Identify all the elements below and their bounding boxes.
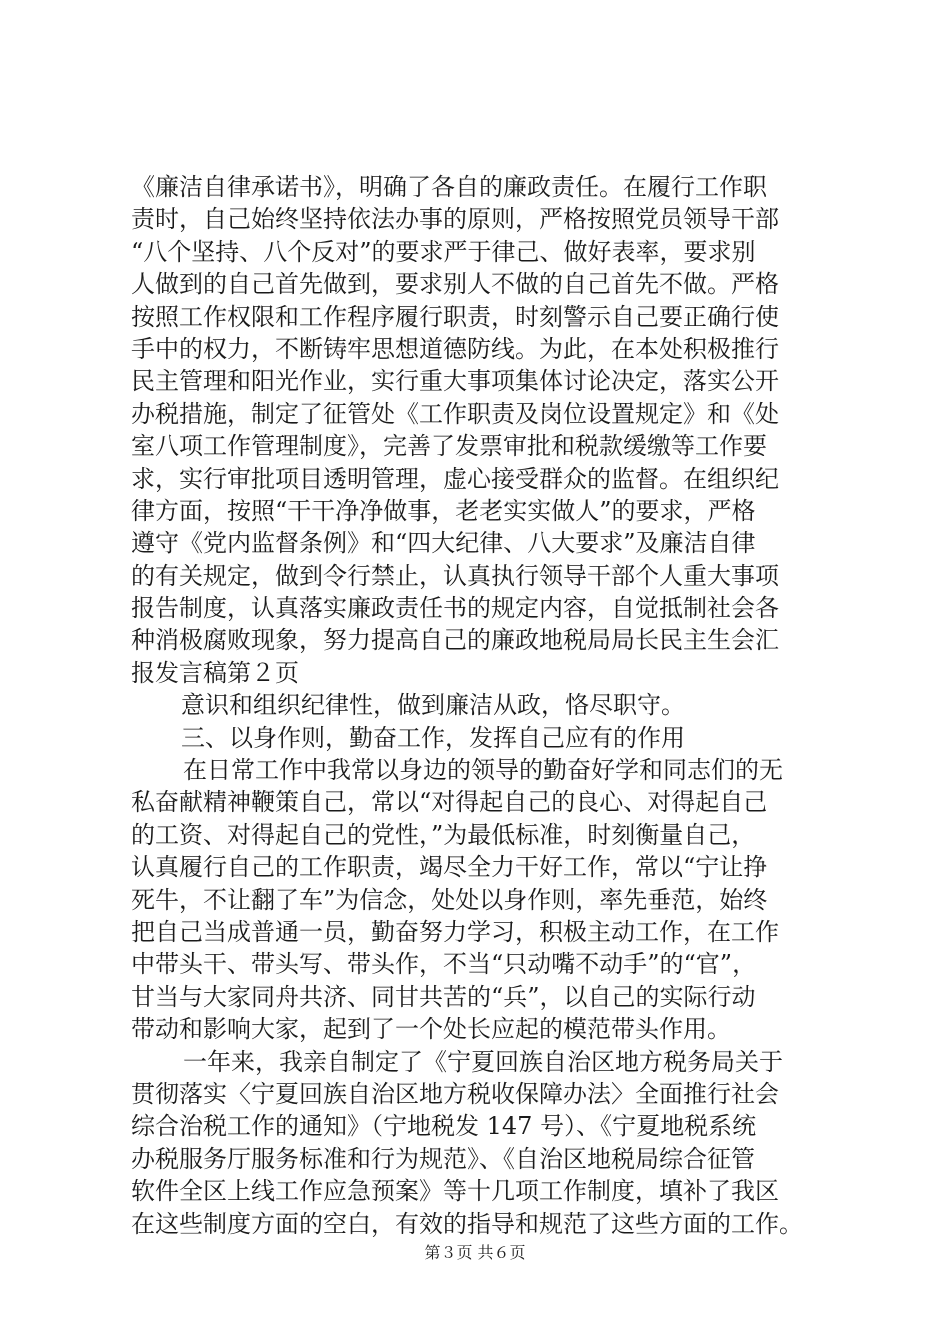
text-line: 贯彻落实〈宁夏回族自治区地方税收保障办法〉全面推行社会 [131,1079,779,1108]
text-line: 报告制度，认真落实廉政责任书的规定内容，自觉抵制社会各 [131,594,779,623]
text-line: 甘当与大家同舟共济、同甘共苦的“兵”，以自己的实际行动 [131,982,756,1011]
text-line: 的有关规定，做到令行禁止，认真执行领导干部个人重大事项 [131,561,779,590]
text-line: 律方面，按照“干干净净做事，老老实实做人”的要求，严格 [131,496,756,525]
text-line: 办税服务厅服务标准和行为规范》、《自治区地税局综合征管 [131,1144,755,1173]
text-line: 责时，自己始终坚持依法办事的原则，严格按照党员领导干部 [131,205,779,234]
text-line: 一年来，我亲自制定了《宁夏回族自治区地方税务局关于 [183,1047,783,1076]
text-line: 的工资、对得起自己的党性，”为最低标准，时刻衡量自己， [131,820,756,849]
text-line: 室八项工作管理制度》，完善了发票审批和税款缓缴等工作要 [131,432,767,461]
text-line: 三、以身作则，勤奋工作，发挥自己应有的作用 [181,723,685,752]
text-line: 办税措施，制定了征管处《工作职责及岗位设置规定》和《处 [131,399,779,428]
text-line: 报发言稿第２页 [131,658,299,687]
text-line: 综合治税工作的通知》（宁地税发 147 号）、《宁夏地税系统 [131,1112,757,1141]
text-line: 在日常工作中我常以身边的领导的勤奋好学和同志们的无 [183,756,783,785]
text-line: 意识和组织纪律性，做到廉洁从政，恪尽职守。 [181,691,685,720]
text-line: 民主管理和阳光作业，实行重大事项集体讨论决定，落实公开 [131,367,779,396]
document-body [131,171,831,1240]
text-line: 认真履行自己的工作职责，竭尽全力干好工作，常以“宁让挣 [131,853,768,882]
text-line: 软件全区上线工作应急预案》等十几项工作制度，填补了我区 [131,1177,779,1206]
text-line: 按照工作权限和工作程序履行职责，时刻警示自己要正确行使 [131,302,779,331]
text-line: 手中的权力，不断铸牢思想道德防线。为此，在本处积极推行 [131,334,779,363]
text-line: 求，实行审批项目透明管理，虚心接受群众的监督。在组织纪 [131,464,779,493]
page-footer: 第３页 共６页 [424,1243,526,1262]
text-line: 人做到的自己首先做到，要求别人不做的自己首先不做。严格 [131,270,779,299]
text-line: 在这些制度方面的空白，有效的指导和规范了这些方面的工作。 [131,1209,803,1238]
text-line: “八个坚持、八个反对”的要求严于律己、做好表率，要求别 [131,237,756,266]
text-line: 遵守《党内监督条例》和“四大纪律、八大要求”及廉洁自律 [131,529,756,558]
text-line: 私奋献精神鞭策自己，常以“对得起自己的良心、对得起自己 [131,788,768,817]
text-line: 死牛，不让翻了车”为信念，处处以身作则，率先垂范，始终 [131,885,768,914]
text-line: 中带头干、带头写、带头作，不当“只动嘴不动手”的“官”， [131,950,757,979]
text-line: 种消极腐败现象，努力提高自己的廉政地税局局长民主生会汇 [131,626,779,655]
text-line: 把自己当成普通一员，勤奋努力学习，积极主动工作，在工作 [131,917,779,946]
text-line: 《廉洁自律承诺书》，明确了各自的廉政责任。在履行工作职 [131,173,767,201]
text-line: 带动和影响大家，起到了一个处长应起的模范带头作用。 [131,1015,731,1044]
